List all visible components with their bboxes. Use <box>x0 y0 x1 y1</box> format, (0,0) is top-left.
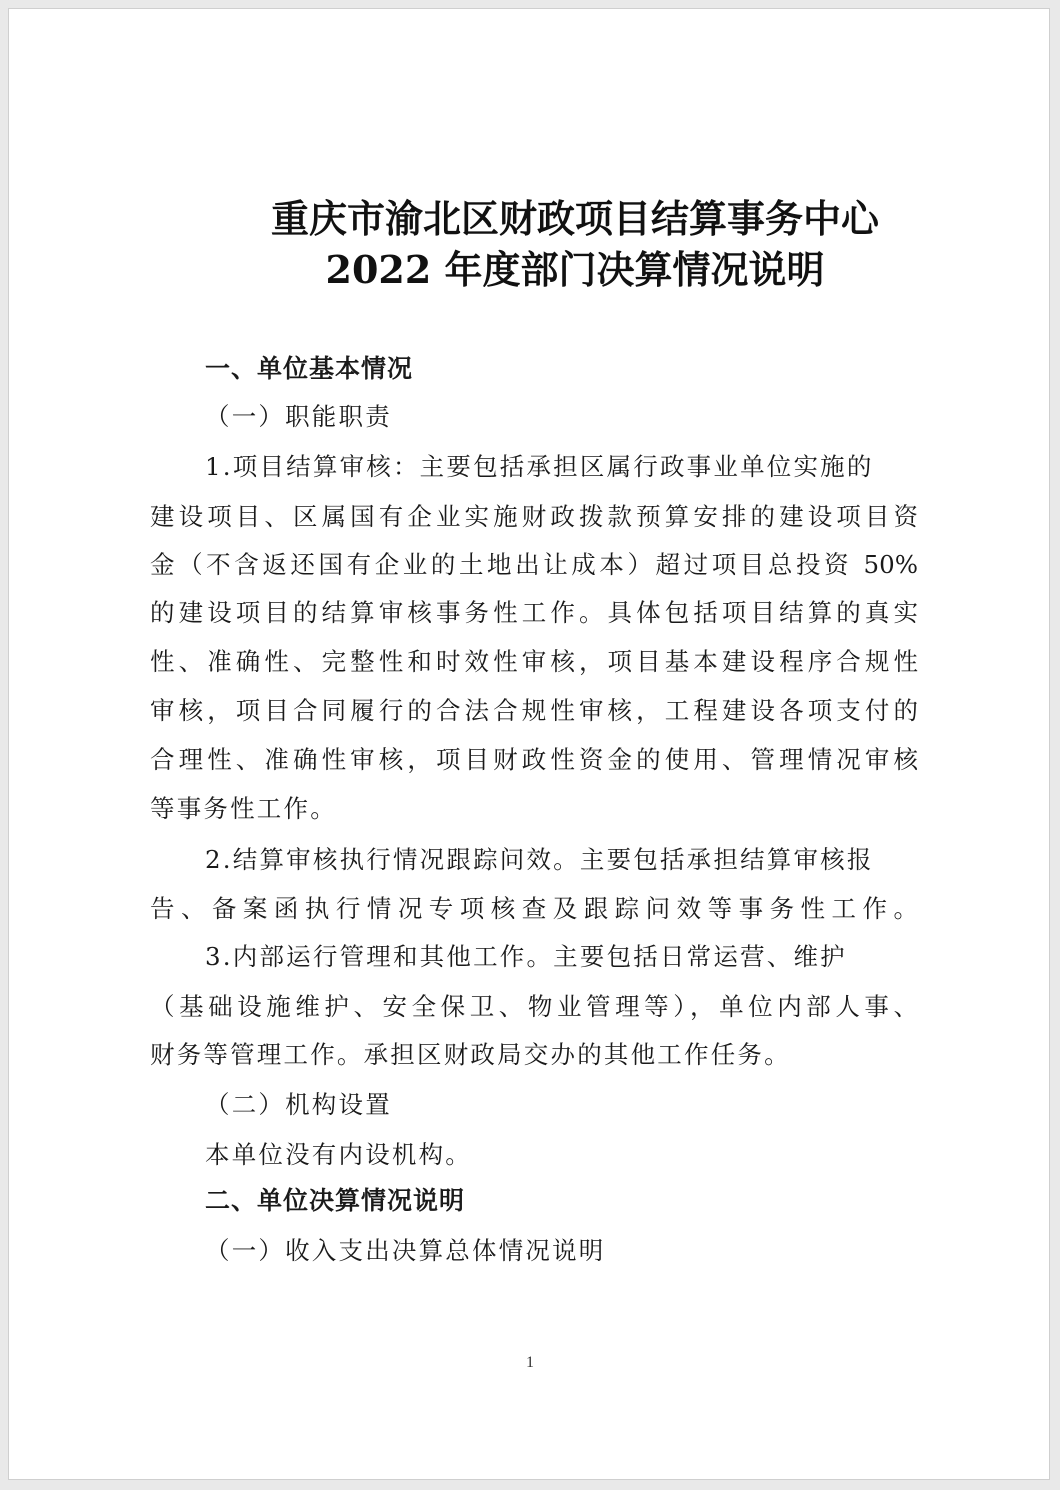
paragraph-line: 告、备案函执行情况专项核查及跟踪问效等事务性工作。 <box>150 894 918 923</box>
paragraph-line: （基础设施维护、安全保卫、物业管理等），单位内部人事、 <box>150 992 918 1021</box>
paragraph-line: 财务等管理工作。承担区财政局交办的其他工作任务。 <box>150 1040 791 1069</box>
document-title-line2: 2022 年度部门决算情况说明 <box>325 247 825 292</box>
paragraph-line: 3.内部运行管理和其他工作。主要包括日常运营、维护 <box>205 942 847 971</box>
subsection-heading-org: （二）机构设置 <box>205 1090 392 1119</box>
paragraph-line: 1.项目结算审核：主要包括承担区属行政事业单位实施的 <box>205 452 874 481</box>
paragraph-line: 性、准确性、完整性和时效性审核，项目基本建设程序合规性 <box>150 647 918 676</box>
subsection-heading-duties: （一）职能职责 <box>205 402 392 431</box>
paragraph-line: 金（不含返还国有企业的土地出让成本）超过项目总投资 50% <box>150 550 918 579</box>
paragraph-line: 的建设项目的结算审核事务性工作。具体包括项目结算的真实 <box>150 598 918 627</box>
subsection-heading-summary: （一）收入支出决算总体情况说明 <box>205 1236 606 1265</box>
paragraph-line: 本单位没有内设机构。 <box>205 1140 472 1169</box>
section-heading-1: 一、单位基本情况 <box>205 354 414 383</box>
section-heading-2: 二、单位决算情况说明 <box>205 1186 466 1215</box>
paragraph-line: 2.结算审核执行情况跟踪问效。主要包括承担结算审核报 <box>205 845 874 874</box>
page-number: 1 <box>526 1354 534 1371</box>
paragraph-line: 审核，项目合同履行的合法合规性审核，工程建设各项支付的 <box>150 696 918 725</box>
paragraph-line: 建设项目、区属国有企业实施财政拨款预算安排的建设项目资 <box>150 502 918 531</box>
paragraph-line: 合理性、准确性审核，项目财政性资金的使用、管理情况审核 <box>150 745 918 774</box>
document-title-line1: 重庆市渝北区财政项目结算事务中心 <box>270 196 879 241</box>
paragraph-line: 等事务性工作。 <box>150 794 337 823</box>
